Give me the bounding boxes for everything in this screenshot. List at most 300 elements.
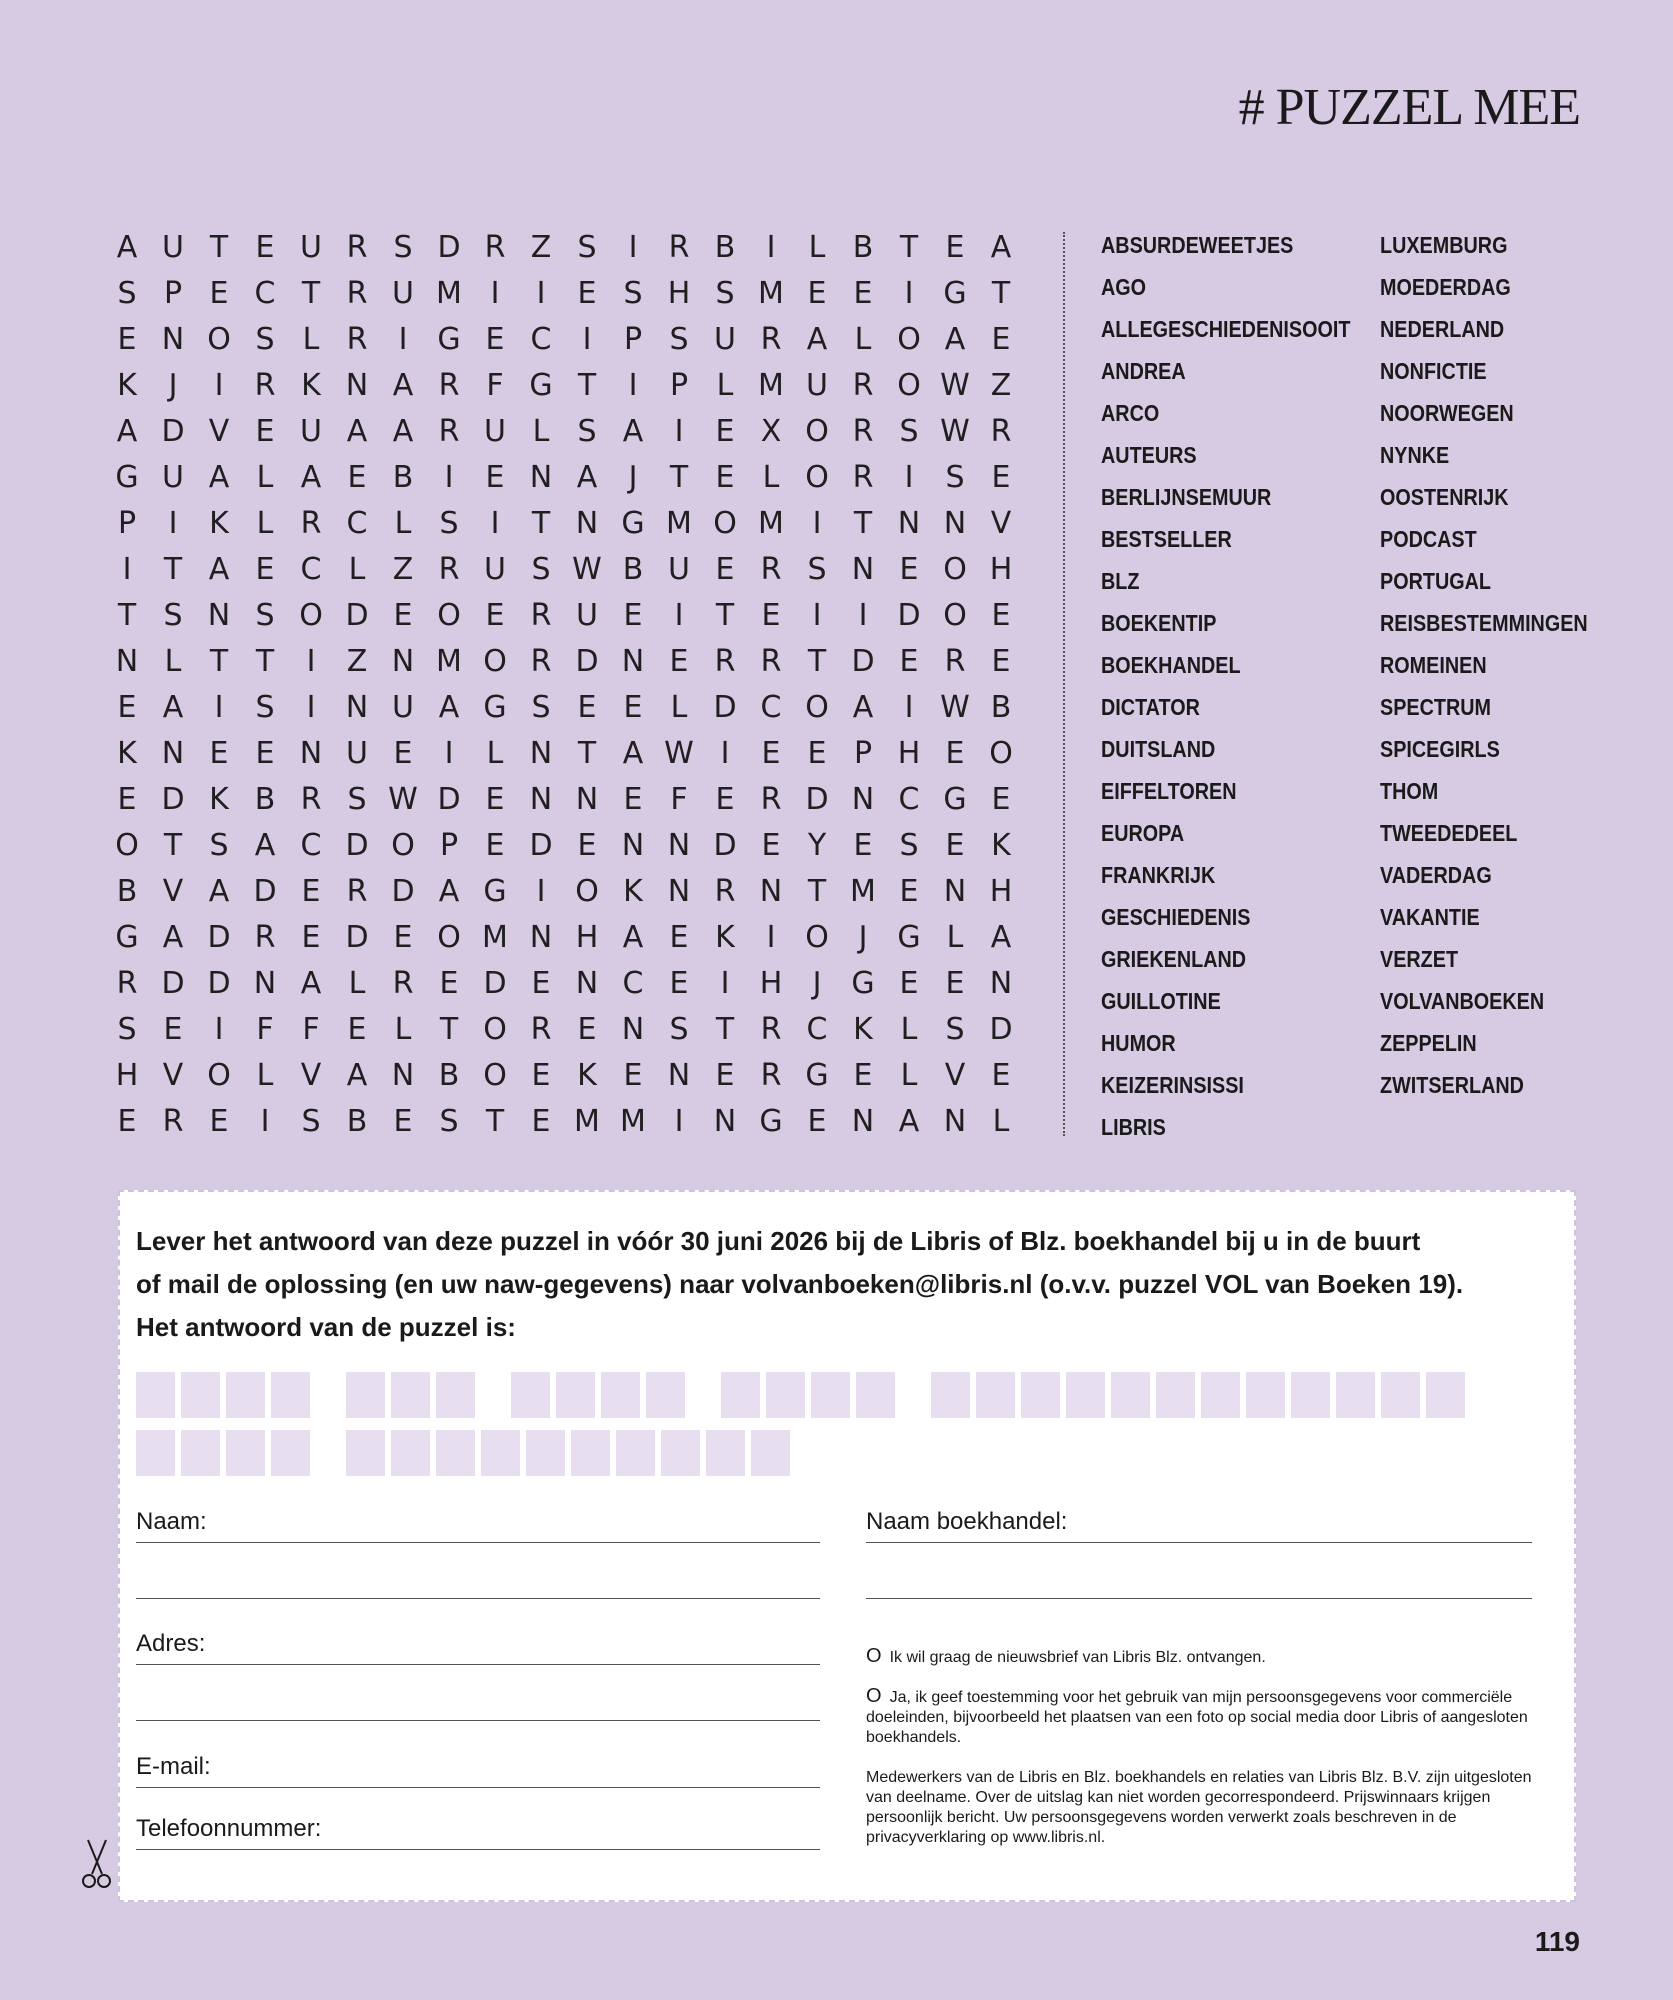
answer-row [136,1372,1465,1418]
grid-letter: E [255,735,275,771]
grid-letter: A [990,229,1012,265]
answer-letter-box[interactable] [931,1372,970,1418]
word-list-column-1 [1101,224,1391,1148]
word-list-item: SPICEGIRLS [1380,736,1500,762]
grid-letter: N [529,735,553,771]
disclaimer: Medewerkers van de Libris en Blz. boekhandels en relaties van Libris Blz. B.V. zijn uitgesloten van deelname. Over de uitslag kan niet worden gecorrespondeerd. Prijswinnaars krijgen persoonlijk bericht. Uw persoonsgegevens worden verwerkt zoals beschreven in de privacyverklaring op www.libris.nl. [866,1769,1532,1846]
grid-letter: E [485,597,505,633]
answer-letter-box[interactable] [706,1430,745,1476]
grid-letter: T [117,597,137,633]
answer-word [136,1372,310,1418]
grid-letter: O [805,413,829,449]
grid-letter: R [346,229,368,265]
grid-letter: G [621,505,645,541]
answer-letter-box[interactable] [616,1430,655,1476]
grid-letter: S [899,413,919,449]
answer-letter-box[interactable] [556,1372,595,1418]
grid-letter: E [485,827,505,863]
answer-letter-box[interactable] [391,1430,430,1476]
answer-letter-box[interactable] [1111,1372,1150,1418]
grid-letter: A [346,413,368,449]
word-list-item: BOEKHANDEL [1101,652,1241,678]
grid-letter: R [714,873,736,909]
grid-letter: K [117,735,137,771]
word-list-item: KEIZERINSISSI [1101,1072,1244,1098]
grid-letter: C [300,827,322,863]
grid-letter: D [437,781,461,817]
grid-letter: P [439,827,459,863]
grid-letter: I [812,505,822,541]
grid-letter: E [301,873,321,909]
grid-letter: F [670,781,688,817]
address-line-2[interactable] [136,1720,820,1721]
grid-letter: S [347,781,367,817]
grid-letter: N [575,781,599,817]
grid-letter: I [904,689,914,725]
grid-letter: R [990,413,1012,449]
word-list-item: ALLEGESCHIEDENISOOIT [1101,316,1351,342]
grid-letter: S [807,551,827,587]
grid-letter: I [122,551,132,587]
grid-letter: E [485,321,505,357]
grid-letter: R [760,1057,782,1093]
answer-letter-box[interactable] [271,1430,310,1476]
grid-letter: I [720,735,730,771]
grid-letter: N [345,367,369,403]
word-list-item: OOSTENRIJK [1380,484,1509,510]
grid-letter: U [392,689,414,725]
grid-letter: O [897,367,921,403]
grid-letter: I [582,321,592,357]
grid-letter: D [391,873,415,909]
word-list-item: ROMEINEN [1380,652,1487,678]
grid-letter: E [945,735,965,771]
answer-letter-box[interactable] [436,1430,475,1476]
word-list-item: PODCAST [1380,526,1477,552]
grid-letter: L [256,1057,274,1093]
grid-letter: Z [530,229,552,265]
answer-word [346,1430,790,1476]
word-list-item: GRIEKENLAND [1101,946,1247,972]
grid-letter: P [853,735,873,771]
grid-letter: K [853,1011,873,1047]
grid-letter: I [858,597,868,633]
grid-letter: V [208,413,230,449]
grid-letter: O [391,827,415,863]
word-list-item: BESTSELLER [1101,526,1232,552]
grid-letter: E [209,735,229,771]
grid-letter: O [483,643,507,679]
grid-letter: W [388,781,418,817]
grid-letter: T [853,505,873,541]
grid-letter: D [805,781,829,817]
phone-field[interactable] [136,1815,820,1850]
grid-letter: E [991,597,1011,633]
grid-letter: E [347,1011,367,1047]
grid-letter: O [115,827,139,863]
answer-letter-box[interactable] [391,1372,430,1418]
grid-letter: B [622,551,644,587]
grid-letter: S [301,1103,321,1139]
answer-letter-box[interactable] [751,1430,790,1476]
email-field[interactable] [136,1753,820,1788]
grid-letter: O [299,597,323,633]
answer-letter-box[interactable] [271,1372,310,1418]
answer-word [511,1372,685,1418]
grid-letter: J [812,965,822,1001]
grid-letter: E [347,459,367,495]
grid-letter: N [575,505,599,541]
answer-heading: Het antwoord van de puzzel is: [136,1312,516,1342]
bookstore-label: Naam boekhandel: [866,1508,1068,1535]
grid-letter: E [991,459,1011,495]
answer-letter-box[interactable] [721,1372,760,1418]
answer-letter-box[interactable] [976,1372,1015,1418]
name-field[interactable] [136,1508,820,1543]
grid-letter: T [209,643,229,679]
grid-letter: I [536,275,546,311]
grid-letter: E [209,1103,229,1139]
word-list-item: BLZ [1101,568,1140,594]
grid-letter: G [897,919,921,955]
grid-letter: I [214,367,224,403]
grid-letter: S [255,689,275,725]
answer-letter-box[interactable] [226,1430,265,1476]
answer-letter-box[interactable] [1426,1372,1465,1418]
grid-letter: N [667,1057,691,1093]
grid-letter: E [393,735,413,771]
word-list-item: DUITSLAND [1101,736,1216,762]
grid-letter: A [622,413,644,449]
answer-letter-box[interactable] [1201,1372,1240,1418]
grid-letter: O [437,597,461,633]
grid-letter: N [115,643,139,679]
grid-letter: N [621,1011,645,1047]
answer-word [931,1372,1465,1418]
grid-letter: A [392,413,414,449]
grid-letter: U [392,275,414,311]
grid-letter: H [759,965,783,1001]
answer-letter-box[interactable] [571,1430,610,1476]
grid-letter: T [577,735,597,771]
grid-letter: A [990,919,1012,955]
grid-letter: A [162,919,184,955]
address-label: Adres: [136,1630,206,1657]
bookstore-line [866,1542,1532,1543]
grid-letter: I [260,1103,270,1139]
email-label: E-mail: [136,1753,211,1780]
word-list-item: ZWITSERLAND [1380,1072,1524,1098]
grid-letter: I [674,413,684,449]
grid-letter: O [483,1057,507,1093]
grid-letter: S [669,321,689,357]
grid-letter: D [713,827,737,863]
grid-letter: Z [990,367,1012,403]
answer-letter-box[interactable] [1156,1372,1195,1418]
grid-letter: E [255,413,275,449]
grid-letter: E [393,1103,413,1139]
grid-letter: E [715,1057,735,1093]
grid-letter: S [255,321,275,357]
grid-letter: T [669,459,689,495]
grid-letter: M [482,919,508,955]
grid-letter: T [485,1103,505,1139]
answer-letter-box[interactable] [856,1372,895,1418]
grid-letter: O [943,597,967,633]
grid-letter: S [163,597,183,633]
word-list-item: DICTATOR [1101,694,1200,720]
grid-letter: I [306,643,316,679]
word-list-item: ARCO [1101,400,1160,426]
answer-letter-box[interactable] [136,1430,175,1476]
word-list-item: HUMOR [1101,1030,1176,1056]
grid-letter: U [300,229,322,265]
grid-letter: I [766,919,776,955]
answer-letter-box[interactable] [601,1372,640,1418]
answer-letter-box[interactable] [346,1372,385,1418]
word-search-grid [104,224,1024,1144]
grid-letter: E [991,1057,1011,1093]
grid-letter: R [162,1103,184,1139]
answer-letter-box[interactable] [766,1372,805,1418]
answer-letter-box[interactable] [1381,1372,1420,1418]
grid-letter: R [116,965,138,1001]
answer-letter-box[interactable] [226,1372,265,1418]
grid-letter: N [299,735,323,771]
grid-letter: E [853,275,873,311]
grid-letter: E [623,1057,643,1093]
grid-letter: E [117,781,137,817]
grid-letter: E [899,643,919,679]
grid-letter: L [946,919,964,955]
newsletter-checkbox[interactable]: O [866,1645,882,1667]
address-field[interactable] [136,1630,820,1665]
grid-letter: E [393,597,413,633]
grid-letter: E [991,643,1011,679]
grid-letter: S [531,551,551,587]
grid-letter: S [577,229,597,265]
grid-letter: E [807,735,827,771]
grid-letter: I [490,505,500,541]
grid-letter: E [991,321,1011,357]
answer-letter-box[interactable] [1021,1372,1060,1418]
answer-letter-box[interactable] [346,1430,385,1476]
grid-letter: M [850,873,876,909]
grid-letter: R [438,551,460,587]
grid-letter: E [807,1103,827,1139]
answer-letter-box[interactable] [481,1430,520,1476]
grid-letter: U [484,551,506,587]
grid-letter: H [667,275,691,311]
grid-letter: A [254,827,276,863]
grid-letter: N [989,965,1013,1001]
grid-letter: C [254,275,276,311]
grid-letter: E [853,1057,873,1093]
grid-letter: S [439,505,459,541]
consent-checkbox[interactable]: O [866,1685,882,1707]
scissors-icon [78,1838,114,1892]
grid-letter: R [392,965,414,1001]
grid-letter: T [163,551,183,587]
answer-row [136,1430,1465,1476]
grid-letter: T [577,367,597,403]
grid-letter: E [853,827,873,863]
grid-letter: T [209,229,229,265]
grid-letter: E [945,229,965,265]
answer-boxes [136,1372,1465,1488]
grid-letter: S [715,275,735,311]
grid-letter: L [256,505,274,541]
grid-letter: U [346,735,368,771]
grid-letter: I [628,229,638,265]
grid-letter: W [940,413,970,449]
grid-letter: R [438,413,460,449]
grid-letter: R [300,781,322,817]
grid-letter: S [669,1011,689,1047]
grid-letter: H [115,1057,139,1093]
grid-letter: N [391,1057,415,1093]
grid-letter: J [168,367,178,403]
grid-letter: E [531,965,551,1001]
grid-letter: O [575,873,599,909]
grid-letter: O [207,1057,231,1093]
grid-letter: P [669,367,689,403]
grid-letter: E [669,643,689,679]
grid-letter: R [254,367,276,403]
newsletter-option[interactable] [866,1646,1556,1668]
grid-letter: R [530,643,552,679]
answer-letter-box[interactable] [511,1372,550,1418]
grid-letter: K [577,1057,597,1093]
consent-option[interactable] [866,1686,1556,1748]
grid-letter: D [207,965,231,1001]
consent-text: Ja, ik geef toestemming voor het gebruik van mijn persoonsgegevens voor commerciële doeleinden, bijvoorbeeld het plaatsen van een foto op social media door Libris of aangesloten boekhandels. [866,1689,1528,1746]
word-list-item: MOEDERDAG [1380,274,1511,300]
grid-letter: E [761,735,781,771]
grid-letter: L [348,965,366,1001]
grid-letter: M [758,275,784,311]
grid-letter: U [162,459,184,495]
grid-letter: R [852,413,874,449]
grid-letter: C [346,505,368,541]
answer-letter-box[interactable] [181,1372,220,1418]
grid-letter: L [762,459,780,495]
grid-letter: T [163,827,183,863]
word-list-item: TWEEDEDEEL [1380,820,1518,846]
grid-letter: R [852,367,874,403]
grid-letter: G [115,459,139,495]
grid-letter: T [531,505,551,541]
grid-letter: B [438,1057,460,1093]
page-title: # PUZZEL MEE [1238,79,1580,136]
grid-letter: N [621,827,645,863]
grid-letter: N [345,689,369,725]
grid-letter: U [300,413,322,449]
answer-letter-box[interactable] [1246,1372,1285,1418]
grid-letter: D [207,919,231,955]
grid-letter: E [715,413,735,449]
grid-letter: A [392,367,414,403]
grid-letter: N [943,873,967,909]
grid-letter: L [532,413,550,449]
answer-letter-box[interactable] [1291,1372,1330,1418]
grid-letter: A [576,459,598,495]
grid-letter: O [989,735,1013,771]
grid-letter: N [575,965,599,1001]
grid-letter: V [162,873,184,909]
grid-letter: A [300,965,322,1001]
bookstore-line-2[interactable] [866,1598,1532,1599]
answer-letter-box[interactable] [1336,1372,1375,1418]
grid-letter: E [209,275,229,311]
grid-letter: A [852,689,874,725]
grid-letter: N [529,919,553,955]
grid-letter: E [485,459,505,495]
grid-letter: I [904,459,914,495]
grid-letter: L [670,689,688,725]
grid-letter: U [714,321,736,357]
grid-letter: D [345,827,369,863]
grid-letter: T [991,275,1011,311]
answer-letter-box[interactable] [661,1430,700,1476]
grid-letter: M [758,367,784,403]
name-line-2[interactable] [136,1598,820,1599]
grid-letter: E [761,827,781,863]
grid-letter: E [577,689,597,725]
grid-letter: E [577,275,597,311]
answer-letter-box[interactable] [526,1430,565,1476]
grid-letter: P [163,275,183,311]
answer-letter-box[interactable] [136,1372,175,1418]
grid-letter: L [394,505,412,541]
grid-letter: G [115,919,139,955]
grid-letter: W [940,689,970,725]
grid-letter: I [168,505,178,541]
grid-letter: S [117,275,137,311]
grid-letter: Z [392,551,414,587]
entry-form [118,1190,1576,1902]
grid-letter: A [208,551,230,587]
grid-letter: I [674,597,684,633]
grid-letter: T [807,873,827,909]
grid-letter: I [766,229,776,265]
bookstore-field[interactable] [866,1508,1532,1543]
grid-letter: W [664,735,694,771]
grid-letter: O [713,505,737,541]
answer-word [346,1372,475,1418]
answer-letter-box[interactable] [436,1372,475,1418]
word-list-item: VERZET [1380,946,1459,972]
grid-letter: D [851,643,875,679]
grid-letter: M [436,275,462,311]
grid-letter: E [623,689,643,725]
grid-letter: D [575,643,599,679]
grid-letter: I [444,735,454,771]
answer-letter-box[interactable] [181,1430,220,1476]
grid-letter: R [346,873,368,909]
grid-letter: N [253,965,277,1001]
instruction-line: Lever het antwoord van deze puzzel in vóór 30 juni 2026 bij de Libris of Blz. boekhandel bij u in de buurt [136,1226,1421,1256]
answer-letter-box[interactable] [811,1372,850,1418]
name-label: Naam: [136,1508,207,1535]
word-list-item: NEDERLAND [1380,316,1505,342]
answer-letter-box[interactable] [646,1372,685,1418]
grid-letter: E [531,1103,551,1139]
answer-letter-box[interactable] [1066,1372,1105,1418]
grid-letter: E [393,919,413,955]
dotted-divider [1063,232,1065,1136]
grid-letter: N [943,505,967,541]
